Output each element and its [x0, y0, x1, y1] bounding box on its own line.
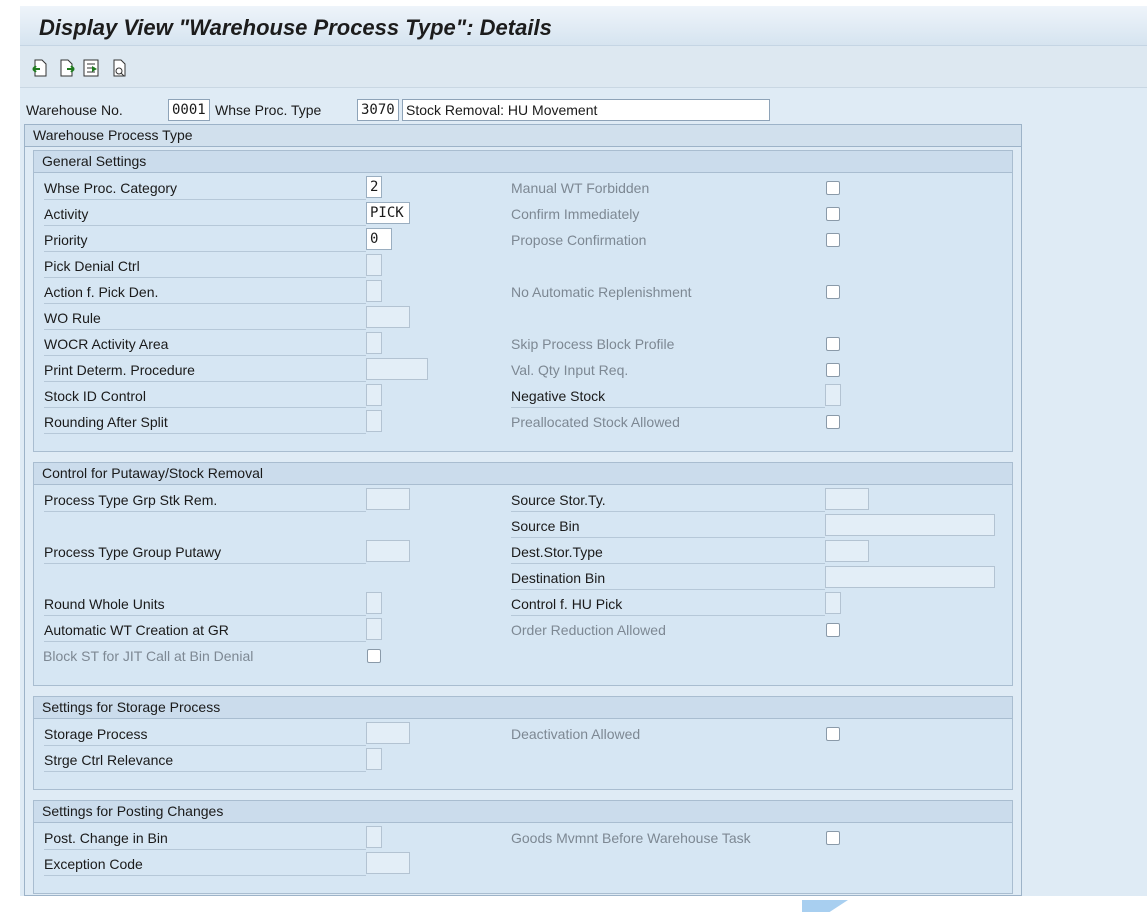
propose-confirmation-label: Propose Confirmation — [511, 232, 647, 248]
row-divider — [44, 745, 366, 746]
warehouse-process-type-group — [24, 124, 1022, 896]
val-qty-input-req-checkbox[interactable] — [826, 363, 840, 377]
row-divider — [44, 511, 366, 512]
page-title: Display View "Warehouse Process Type": Details — [39, 15, 552, 40]
priority-label: Priority — [44, 232, 88, 248]
round-whole-units-label: Round Whole Units — [44, 596, 165, 612]
block-st-jit-call-checkbox[interactable] — [367, 649, 381, 663]
destination-bin-label: Destination Bin — [511, 570, 606, 586]
storage-process-field[interactable] — [366, 722, 410, 744]
print-determ-procedure-field[interactable] — [366, 358, 428, 380]
block-st-jit-call-label: Block ST for JIT Call at Bin Denial — [43, 648, 254, 664]
skip-process-block-profile-label: Skip Process Block Profile — [511, 336, 675, 352]
row-divider — [44, 563, 366, 564]
negative-stock-field[interactable] — [825, 384, 841, 406]
automatic-wt-creation-label: Automatic WT Creation at GR — [44, 622, 229, 638]
where-used-icon[interactable] — [111, 58, 129, 78]
row-divider — [44, 251, 366, 252]
goods-mvmnt-before-task-label: Goods Mvmnt Before Warehouse Task — [511, 830, 751, 846]
confirm-immediately-label: Confirm Immediately — [511, 206, 640, 222]
row-divider — [44, 303, 366, 304]
whse-proc-type-label: Whse Proc. Type — [215, 102, 322, 118]
sap-logo — [802, 900, 848, 912]
control-hu-pick-field[interactable] — [825, 592, 841, 614]
negative-stock-label: Negative Stock — [511, 388, 606, 404]
deactivation-allowed-checkbox[interactable] — [826, 727, 840, 741]
stock-id-control-field[interactable] — [366, 384, 382, 406]
preallocated-stock-allowed-checkbox[interactable] — [826, 415, 840, 429]
pick-denial-ctrl-label: Pick Denial Ctrl — [44, 258, 140, 274]
application-toolbar — [20, 46, 1147, 88]
control-putaway-group — [33, 462, 1013, 686]
whse-proc-type-description: Stock Removal: HU Movement — [402, 99, 770, 121]
storage-process-group — [33, 696, 1013, 790]
exception-code-label: Exception Code — [44, 856, 143, 872]
group-title: Settings for Storage Process — [34, 697, 1012, 719]
activity-label: Activity — [44, 206, 89, 222]
process-type-group-putawy-field[interactable] — [366, 540, 410, 562]
wocr-activity-area-field[interactable] — [366, 332, 382, 354]
row-divider — [511, 563, 825, 564]
process-type-group-putawy-label: Process Type Group Putawy — [44, 544, 222, 560]
post-change-in-bin-label: Post. Change in Bin — [44, 830, 168, 846]
row-divider — [44, 407, 366, 408]
preallocated-stock-allowed-label: Preallocated Stock Allowed — [511, 414, 680, 430]
rounding-after-split-label: Rounding After Split — [44, 414, 168, 430]
row-divider — [511, 615, 825, 616]
row-divider — [44, 641, 366, 642]
warehouse-no-label: Warehouse No. — [26, 102, 123, 118]
row-divider — [44, 355, 366, 356]
change-log-icon[interactable] — [83, 58, 101, 78]
action-pick-den-field[interactable] — [366, 280, 382, 302]
detail-area — [20, 89, 1147, 896]
round-whole-units-field[interactable] — [366, 592, 382, 614]
whse-proc-category-field[interactable]: 2 — [366, 176, 382, 198]
no-automatic-replenishment-checkbox[interactable] — [826, 285, 840, 299]
stock-id-control-label: Stock ID Control — [44, 388, 146, 404]
posting-changes-group — [33, 800, 1013, 894]
row-divider — [44, 225, 366, 226]
previous-entry-icon[interactable] — [31, 58, 49, 78]
row-divider — [44, 381, 366, 382]
goods-mvmnt-before-task-checkbox[interactable] — [826, 831, 840, 845]
group-title: Warehouse Process Type — [25, 125, 1021, 147]
row-divider — [44, 615, 366, 616]
sap-window — [20, 6, 1147, 896]
general-settings-group — [33, 150, 1013, 452]
storage-process-label: Storage Process — [44, 726, 148, 742]
title-bar — [20, 6, 1147, 46]
row-divider — [511, 537, 825, 538]
destination-bin-field[interactable] — [825, 566, 995, 588]
wocr-activity-area-label: WOCR Activity Area — [44, 336, 169, 352]
row-divider — [44, 433, 366, 434]
row-divider — [511, 511, 825, 512]
manual-wt-forbidden-checkbox[interactable] — [826, 181, 840, 195]
strge-ctrl-relevance-field[interactable] — [366, 748, 382, 770]
warehouse-no-field[interactable]: 0001 — [168, 99, 210, 121]
wo-rule-label: WO Rule — [44, 310, 101, 326]
manual-wt-forbidden-label: Manual WT Forbidden — [511, 180, 650, 196]
whse-proc-category-label: Whse Proc. Category — [44, 180, 178, 196]
order-reduction-allowed-label: Order Reduction Allowed — [511, 622, 666, 638]
rounding-after-split-field[interactable] — [366, 410, 382, 432]
print-determ-procedure-label: Print Determ. Procedure — [44, 362, 195, 378]
wo-rule-field[interactable] — [366, 306, 410, 328]
row-divider — [511, 407, 825, 408]
val-qty-input-req-label: Val. Qty Input Req. — [511, 362, 629, 378]
pick-denial-ctrl-field[interactable] — [366, 254, 382, 276]
deactivation-allowed-label: Deactivation Allowed — [511, 726, 641, 742]
confirm-immediately-checkbox[interactable] — [826, 207, 840, 221]
propose-confirmation-checkbox[interactable] — [826, 233, 840, 247]
process-type-grp-stk-rem-field[interactable] — [366, 488, 410, 510]
row-divider — [44, 277, 366, 278]
skip-process-block-profile-checkbox[interactable] — [826, 337, 840, 351]
order-reduction-allowed-checkbox[interactable] — [826, 623, 840, 637]
source-stor-ty-field[interactable] — [825, 488, 869, 510]
group-title: Settings for Posting Changes — [34, 801, 1012, 823]
action-pick-den-label: Action f. Pick Den. — [44, 284, 159, 300]
automatic-wt-creation-field[interactable] — [366, 618, 382, 640]
control-hu-pick-label: Control f. HU Pick — [511, 596, 623, 612]
row-divider — [44, 875, 366, 876]
post-change-in-bin-field[interactable] — [366, 826, 382, 848]
whse-proc-type-field[interactable]: 3070 — [357, 99, 399, 121]
source-bin-field[interactable] — [825, 514, 995, 536]
dest-stor-type-field[interactable] — [825, 540, 869, 562]
no-automatic-replenishment-label: No Automatic Replenishment — [511, 284, 692, 300]
activity-field[interactable]: PICK — [366, 202, 410, 224]
row-divider — [44, 199, 366, 200]
dest-stor-type-label: Dest.Stor.Type — [511, 544, 603, 560]
strge-ctrl-relevance-label: Strge Ctrl Relevance — [44, 752, 174, 768]
row-divider — [44, 771, 366, 772]
next-entry-icon[interactable] — [58, 58, 76, 78]
group-title: General Settings — [34, 151, 1012, 173]
process-type-grp-stk-rem-label: Process Type Grp Stk Rem. — [44, 492, 218, 508]
row-divider — [44, 329, 366, 330]
exception-code-field[interactable] — [366, 852, 410, 874]
source-stor-ty-label: Source Stor.Ty. — [511, 492, 606, 508]
priority-field[interactable]: 0 — [366, 228, 392, 250]
row-divider — [44, 849, 366, 850]
group-title: Control for Putaway/Stock Removal — [34, 463, 1012, 485]
row-divider — [511, 589, 825, 590]
source-bin-label: Source Bin — [511, 518, 580, 534]
